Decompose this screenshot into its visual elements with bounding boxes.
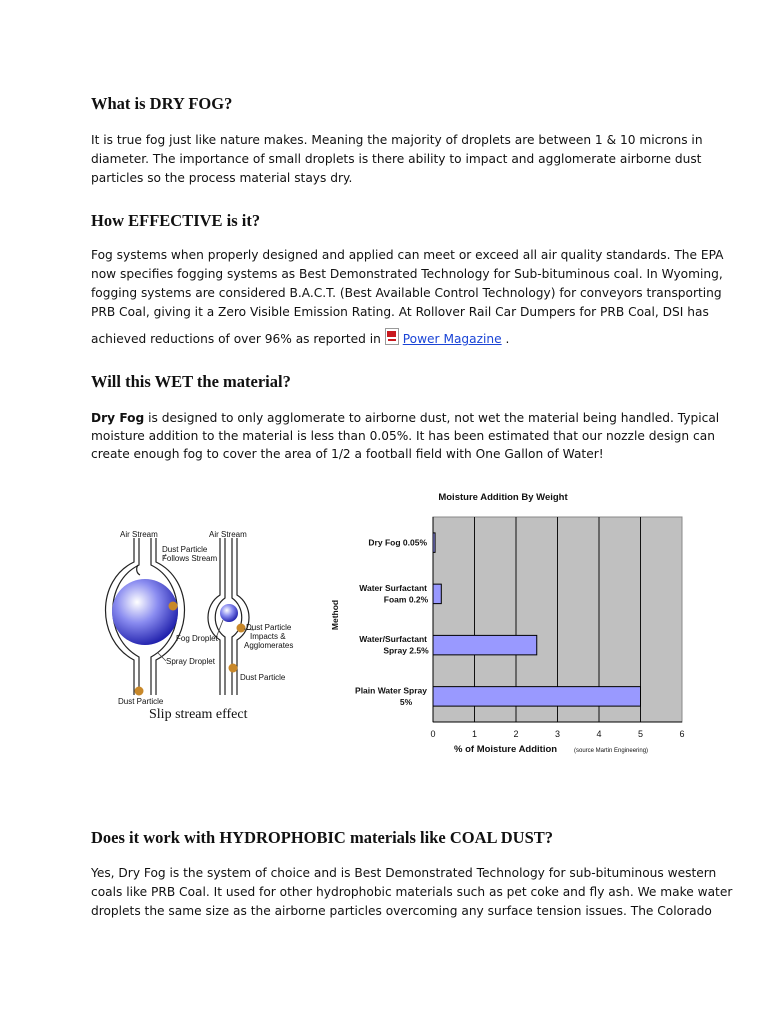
text-fragment: .: [505, 332, 510, 346]
text-fragment: achieved reductions of over 96% as reported in: [91, 332, 381, 346]
paragraph-effectiveness: [91, 246, 724, 347]
category-label: [355, 685, 427, 707]
text-line-with-link: [91, 328, 691, 347]
text-line: create enough fog to cover the area of 1/2 a football field with One Gallon of Water!: [91, 447, 604, 461]
text-line: now specifies fogging systems as Best Demonstrated Technology for Sub-bituminous coal. In Wyoming,: [91, 267, 723, 281]
paragraph-hydrophobic: [91, 864, 733, 921]
x-tick-label: 4: [596, 729, 602, 739]
x-tick-label: 6: [679, 729, 685, 739]
label-dust-follows-1: Dust Particle: [162, 545, 208, 554]
text-line: particles so the process material stays dry.: [91, 171, 353, 185]
bar: [433, 635, 537, 654]
label-dust-impacts-2: Impacts &: [250, 632, 286, 641]
slip-stream-diagram: [96, 520, 316, 730]
label-air-stream-left: Air Stream: [120, 530, 158, 539]
label-dust-particle-left: Dust Particle: [118, 697, 164, 706]
y-axis-label: Method: [330, 599, 340, 631]
x-tick-label: 5: [637, 729, 644, 739]
x-tick-label: 0: [430, 729, 436, 739]
fog-droplet-sphere: [220, 604, 238, 622]
text-fragment: is designed to only agglomerate to airborne dust, not wet the material being handled. Typical: [144, 411, 720, 425]
x-tick-label: 1: [471, 729, 478, 739]
text-line: coals like PRB Coal. It used for other hydrophobic materials such as pet coke and fly ash. We make water: [91, 885, 733, 899]
text-line: Fog systems when properly designed and applied can meet or exceed all air quality standards. The EPA: [91, 248, 724, 262]
category-label: [359, 583, 428, 605]
heading-how-effective: How EFFECTIVE is it?: [91, 211, 261, 230]
paragraph-wet-material: [91, 409, 720, 463]
text-line: moisture addition to the material is less than 0.05%. It has been estimated that our nozzle design can: [91, 429, 715, 443]
spray-droplet-sphere: [112, 579, 178, 645]
pdf-icon[interactable]: [385, 328, 399, 345]
x-tick-labels: [430, 729, 684, 739]
heading-wet-material: Will this WET the material?: [91, 372, 291, 391]
label-dust-particle-right: Dust Particle: [240, 673, 286, 682]
diagram-caption: Slip stream effect: [149, 707, 248, 722]
category-label-line: 5%: [399, 696, 413, 707]
paragraph-dry-fog-definition: [91, 131, 703, 188]
category-label: [368, 538, 427, 548]
text-line: Yes, Dry Fog is the system of choice and is Best Demonstrated Technology for sub-bituminous western: [91, 866, 717, 880]
category-label-line: Spray 2.5%: [383, 645, 429, 656]
label-dust-impacts-3: Agglomerates: [244, 641, 294, 650]
label-air-stream-right: Air Stream: [209, 530, 247, 539]
category-label-line: Plain Water Spray: [355, 685, 427, 696]
label-dust-impacts-1: Dust Particle: [246, 623, 292, 632]
chart-title: Moisture Addition By Weight: [438, 492, 568, 503]
text-line: PRB Coal, giving it a Zero Visible Emission Rating. At Rollover Rail Car Dumpers for PRB Coal, DSI has: [91, 305, 709, 319]
bar: [433, 584, 441, 603]
category-labels: [355, 538, 429, 707]
bar: [433, 687, 641, 706]
label-fog-droplet: Fog Droplet: [176, 634, 218, 643]
label-dust-follows-2: Follows Stream: [162, 554, 218, 563]
power-magazine-link[interactable]: Power Magazine: [402, 332, 502, 346]
heading-what-is-dry-fog: What is DRY FOG?: [91, 94, 233, 113]
x-axis-source-note: (source Martin Engineering): [574, 748, 649, 754]
x-tick-label: 3: [554, 729, 561, 739]
category-label: [359, 634, 429, 656]
text-line: diameter. The importance of small droplets is there ability to impact and agglomerate airborne dust: [91, 152, 702, 166]
category-label-line: Foam 0.2%: [383, 594, 429, 605]
heading-hydrophobic: Does it work with HYDROPHOBIC materials like COAL DUST?: [91, 828, 553, 847]
bold-lead: Dry Fog: [91, 411, 145, 425]
moisture-addition-chart: [320, 485, 695, 765]
text-line: fogging systems are considered B.A.C.T. (Best Available Control Technology) for conveyors transporting: [91, 286, 722, 300]
text-line: droplets the same size as the airborne particles overcoming any surface tension issues. The Colorado: [91, 904, 712, 918]
text-line: It is true fog just like nature makes. Meaning the majority of droplets are between 1 & 10 microns in: [91, 133, 703, 147]
text-line: [91, 409, 720, 427]
label-spray-droplet: Spray Droplet: [166, 657, 215, 666]
x-tick-label: 2: [513, 729, 519, 739]
x-axis-label: % of Moisture Addition: [454, 744, 558, 755]
category-label-line: Dry Fog 0.05%: [368, 537, 427, 548]
category-label-line: Water Surfactant: [359, 582, 427, 593]
category-label-line: Water/Surfactant: [359, 634, 427, 645]
